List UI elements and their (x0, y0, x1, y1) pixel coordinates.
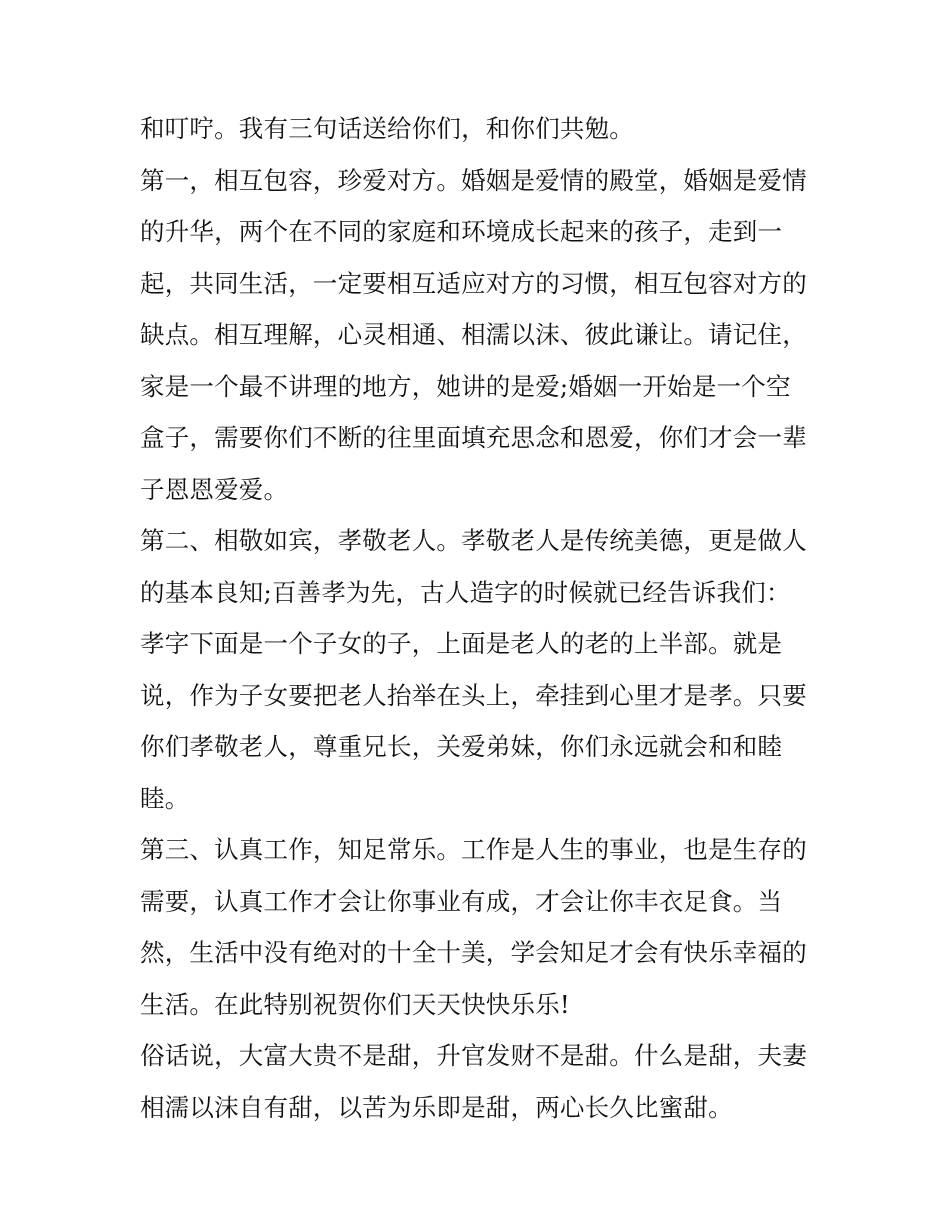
text-line: 孝字下面是一个子女的子，上面是老人的老的上半部。就是 (140, 629, 783, 658)
text-line: 你们孝敬老人，尊重兄长，关爱弟妹，你们永远就会和和睦 (140, 732, 783, 761)
text-line: 相濡以沫自有甜，以苦为乐即是甜，两心长久比蜜甜。 (140, 1092, 733, 1122)
text-line: 第一，相互包容，珍爱对方。婚姻是爱情的殿堂，婚姻是爱情 (140, 165, 807, 195)
text-line: 需要，认真工作才会让你事业有成，才会让你丰衣足食。当 (140, 886, 783, 916)
text-line: 第二、相敬如宾，孝敬老人。孝敬老人是传统美德，更是做人 (140, 526, 807, 555)
text-line: 说，作为子女要把老人抬举在头上，牵挂到心里才是孝。只要 (140, 680, 807, 710)
text-line: 第三、认真工作，知足常乐。工作是人生的事业，也是生存的 (140, 835, 807, 864)
text-line: 的基本良知;百善孝为先，古人造字的时候就已经告诉我们： (140, 577, 791, 607)
text-line: 缺点。相互理解，心灵相通、相濡以沫、彼此谦让。请记住， (140, 320, 807, 349)
text-line: 家是一个最不讲理的地方，她讲的是爱;婚姻一开始是一个空 (140, 371, 791, 401)
body-text (140, 103, 830, 1133)
text-line: 起，共同生活，一定要相互适应对方的习惯，相互包容对方的 (140, 268, 807, 298)
text-line: 俗话说，大富大贵不是甜，升官发财不是甜。什么是甜，夫妻 (140, 1041, 807, 1070)
text-line: 生活。在此特别祝贺你们天天快快乐乐! (140, 989, 570, 1019)
text-line: 然，生活中没有绝对的十全十美，学会知足才会有快乐幸福的 (140, 938, 807, 967)
text-line: 的升华，两个在不同的家庭和环境成长起来的孩子，走到一 (140, 217, 783, 246)
text-line: 子恩恩爱爱。 (140, 474, 289, 504)
text-line: 和叮咛。我有三句话送给你们，和你们共勉。 (140, 114, 634, 143)
text-line: 睦。 (140, 783, 190, 813)
text-line: 盒子，需要你们不断的往里面填充思念和恩爱，你们才会一辈 (140, 423, 807, 452)
